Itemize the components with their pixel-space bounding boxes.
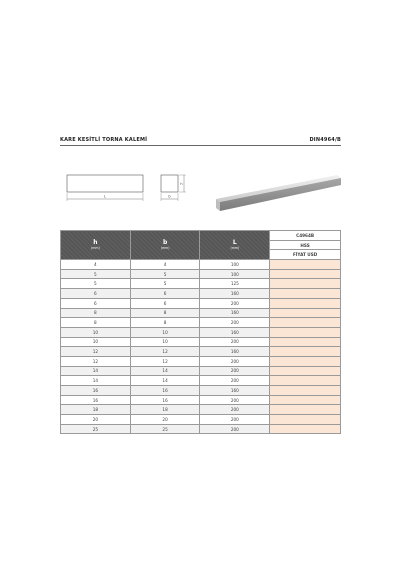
price-cell: [270, 376, 341, 386]
price-cell: [270, 298, 341, 308]
table-cell: 200: [200, 424, 270, 434]
table-cell: 4: [61, 260, 131, 270]
price-cell: [270, 395, 341, 405]
table-cell: 200: [200, 366, 270, 376]
table-cell: 160: [200, 289, 270, 299]
table-row: [61, 347, 341, 357]
price-cell: [270, 386, 341, 396]
table-cell: 200: [200, 298, 270, 308]
column-header-l: L (mm): [200, 231, 270, 260]
price-cell: [270, 415, 341, 425]
length-label: L: [104, 194, 106, 199]
end-view-rect: [161, 175, 178, 192]
table-cell: 25: [61, 424, 131, 434]
price-cell: [270, 337, 341, 347]
table-cell: 4: [130, 260, 200, 270]
table-cell: 100: [200, 269, 270, 279]
table-cell: 6: [130, 289, 200, 299]
table-cell: 10: [61, 327, 131, 337]
table-cell: 5: [61, 279, 131, 289]
table-cell: 160: [200, 386, 270, 396]
table-cell: 14: [61, 366, 131, 376]
table-cell: 160: [200, 327, 270, 337]
table-row: [61, 298, 341, 308]
price-cell: [270, 289, 341, 299]
table-row: [61, 395, 341, 405]
table-row: [61, 376, 341, 386]
table-row: [61, 327, 341, 337]
table-cell: 200: [200, 405, 270, 415]
table-cell: 14: [61, 376, 131, 386]
price-cell: [270, 347, 341, 357]
table-row: [61, 289, 341, 299]
table-cell: 10: [130, 327, 200, 337]
price-cell: [270, 327, 341, 337]
price-header: FİYAT USD: [270, 250, 341, 260]
technical-drawing: [60, 165, 200, 210]
table-cell: 200: [200, 415, 270, 425]
price-cell: [270, 279, 341, 289]
table-cell: 6: [61, 298, 131, 308]
table-cell: 200: [200, 356, 270, 366]
width-label: b: [168, 194, 171, 199]
table-cell: 10: [61, 337, 131, 347]
table-cell: 6: [130, 298, 200, 308]
table-cell: 16: [61, 386, 131, 396]
table-cell: 25: [130, 424, 200, 434]
table-cell: 8: [130, 308, 200, 318]
tool-bit-image: [208, 165, 343, 217]
table-cell: 100: [200, 260, 270, 270]
table-row: [61, 424, 341, 434]
table-row: [61, 356, 341, 366]
table-cell: 8: [61, 318, 131, 328]
spec-table: [60, 230, 341, 434]
table-cell: 6: [61, 289, 131, 299]
table-cell: 18: [130, 405, 200, 415]
material-header: HSS: [270, 240, 341, 250]
table-row: [61, 260, 341, 270]
table-cell: 8: [61, 308, 131, 318]
table-cell: 14: [130, 366, 200, 376]
price-cell: [270, 308, 341, 318]
column-header-b: b (mm): [130, 231, 200, 260]
table-cell: 12: [130, 347, 200, 357]
table-cell: 18: [61, 405, 131, 415]
column-header-h: h (mm): [61, 231, 131, 260]
price-cell: [270, 269, 341, 279]
table-row: [61, 415, 341, 425]
table-row: [61, 279, 341, 289]
table-cell: 8: [130, 318, 200, 328]
side-view-rect: [67, 175, 143, 192]
table-cell: 16: [130, 386, 200, 396]
table-cell: 5: [130, 269, 200, 279]
table-cell: 5: [61, 269, 131, 279]
table-cell: 125: [200, 279, 270, 289]
table-cell: 5: [130, 279, 200, 289]
table-cell: 200: [200, 395, 270, 405]
table-cell: 200: [200, 337, 270, 347]
tool-front-texture: [220, 178, 341, 211]
table-cell: 16: [130, 395, 200, 405]
price-cell: [270, 405, 341, 415]
table-row: [61, 308, 341, 318]
table-cell: 160: [200, 308, 270, 318]
table-cell: 16: [61, 395, 131, 405]
table-row: [61, 337, 341, 347]
price-cell: [270, 318, 341, 328]
table-row: [61, 366, 341, 376]
table-row: [61, 405, 341, 415]
table-cell: 200: [200, 376, 270, 386]
table-cell: 12: [61, 347, 131, 357]
table-row: [61, 269, 341, 279]
table-cell: 14: [130, 376, 200, 386]
table-cell: 20: [130, 415, 200, 425]
page-title: KARE KESİTLİ TORNA KALEMİ: [60, 137, 148, 143]
table-cell: 160: [200, 347, 270, 357]
price-cell: [270, 366, 341, 376]
table-cell: 12: [61, 356, 131, 366]
product-code-header: C4964B: [270, 231, 341, 241]
height-label: h: [180, 182, 183, 186]
table-row: [61, 386, 341, 396]
price-cell: [270, 356, 341, 366]
price-cell: [270, 260, 341, 270]
header-divider: [60, 145, 341, 146]
standard-code: DIN4964/B: [309, 137, 341, 143]
table-row: [61, 318, 341, 328]
table-cell: 12: [130, 356, 200, 366]
table-cell: 200: [200, 318, 270, 328]
table-cell: 20: [61, 415, 131, 425]
table-cell: 10: [130, 337, 200, 347]
price-cell: [270, 424, 341, 434]
